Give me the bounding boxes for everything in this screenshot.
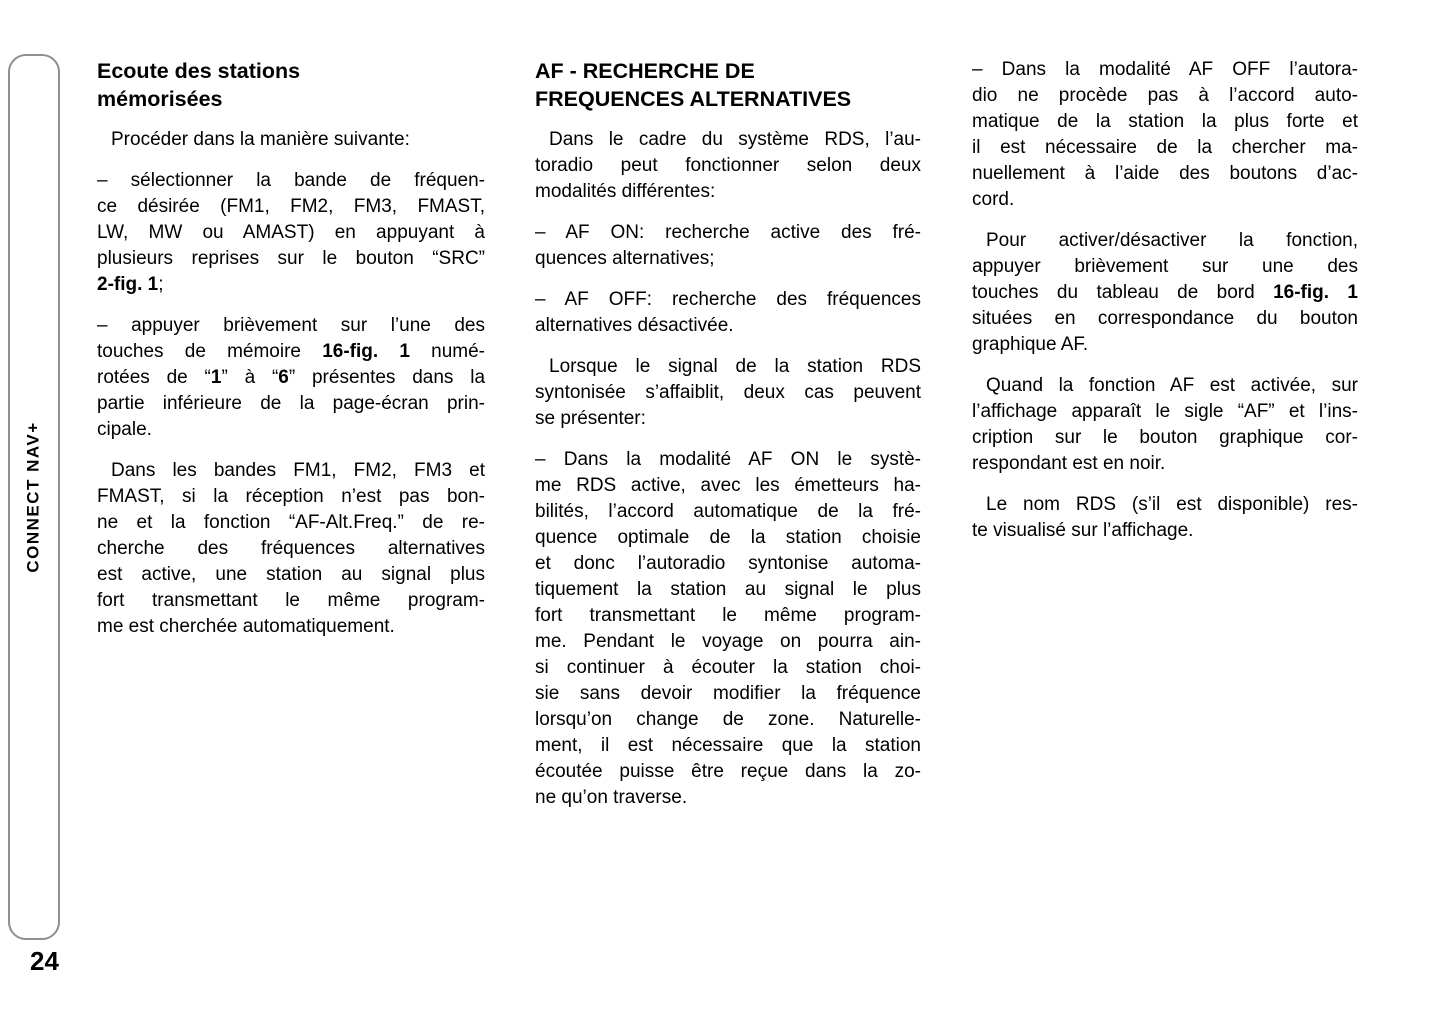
heading-line: Ecoute des stations: [97, 59, 301, 83]
text-line: lorsqu’on change de zone. Naturelle-: [535, 709, 921, 730]
text-line: cription sur le bouton graphique cor-: [972, 427, 1358, 448]
text-line: respondant est en noir.: [972, 453, 1166, 474]
text-line: graphique AF.: [972, 334, 1089, 355]
text-line: matique de la station la plus forte et: [972, 111, 1358, 132]
text-line: LW, MW ou AMAST) en appuyant à: [97, 222, 485, 243]
sidebar-frame: [8, 54, 60, 940]
heading-line: FREQUENCES ALTERNATIVES: [535, 87, 852, 111]
text-line: – sélectionner la bande de fréquen-: [97, 170, 485, 191]
text-line: il est nécessaire de la chercher ma-: [972, 137, 1358, 158]
text-line: Lorsque le signal de la station RDS: [549, 356, 921, 377]
text-line: modalités différentes:: [535, 181, 716, 202]
text-line: me RDS active, avec les émetteurs ha-: [535, 475, 921, 496]
text-line: l’affichage apparaît le sigle “AF” et l’ins-: [972, 401, 1358, 422]
column-left: [97, 57, 485, 640]
text-line: nuellement à l’aide des boutons d’ac-: [972, 163, 1358, 184]
text-line: quences alternatives;: [535, 248, 715, 269]
text-line: dio ne procède pas à l’accord auto-: [972, 85, 1358, 106]
paragraph: [535, 447, 921, 811]
paragraph: [535, 220, 921, 272]
sidebar-spine-label: CONNECT NAV+: [24, 421, 43, 573]
text-line: – Dans la modalité AF OFF l’autora-: [972, 59, 1358, 80]
text-line: Pour activer/désactiver la fonction,: [986, 230, 1358, 251]
text-line: Procéder dans la manière suivante:: [111, 129, 410, 150]
text-line: écoutée puisse être reçue dans la zo-: [535, 761, 921, 782]
text-line: quence optimale de la station choisie: [535, 527, 921, 548]
section-heading: [535, 57, 921, 113]
text-line: Dans le cadre du système RDS, l’au-: [549, 129, 921, 150]
text-line: tiquement la station au signal le plus: [535, 579, 921, 600]
column-right: [972, 57, 1358, 544]
heading-line: AF - RECHERCHE DE: [535, 59, 755, 83]
text-line: – Dans la modalité AF ON le systè-: [535, 449, 921, 470]
text-line: et donc l’autoradio syntonise automa-: [535, 553, 921, 574]
text-line: – AF OFF: recherche des fréquences: [535, 289, 921, 310]
paragraph: [535, 127, 921, 205]
text-line: appuyer brièvement sur une des: [972, 256, 1358, 277]
page-number: 24: [30, 946, 59, 976]
paragraph: [535, 354, 921, 432]
text-line: plusieurs reprises sur le bouton “SRC”: [97, 248, 485, 269]
text-line: toradio peut fonctionner selon deux: [535, 155, 921, 176]
text-line: se présenter:: [535, 408, 646, 429]
text-line: ne et la fonction “AF-Alt.Freq.” de re-: [97, 512, 485, 533]
text-line: – appuyer brièvement sur l’une des: [97, 315, 485, 336]
paragraph: [972, 492, 1358, 544]
paragraph: [97, 313, 485, 443]
text-line: bilités, l’accord automatique de la fré-: [535, 501, 921, 522]
text-line: situées en correspondance du bouton: [972, 308, 1358, 329]
text-line: 2-fig. 1;: [97, 274, 164, 295]
text-line: FMAST, si la réception n’est pas bon-: [97, 486, 485, 507]
paragraph: [972, 373, 1358, 477]
text-line: Dans les bandes FM1, FM2, FM3 et: [111, 460, 485, 481]
section-heading: [97, 57, 485, 113]
paragraph: [97, 127, 485, 153]
text-line: alternatives désactivée.: [535, 315, 734, 336]
paragraph: [972, 228, 1358, 358]
paragraph: [97, 458, 485, 640]
text-line: syntonisée s’affaiblit, deux cas peuvent: [535, 382, 921, 403]
text-line: Le nom RDS (s’il est disponible) res-: [986, 494, 1358, 515]
column-middle: [535, 57, 921, 811]
paragraph: [972, 57, 1358, 213]
text-line: fort transmettant le même program-: [535, 605, 921, 626]
text-line: est active, une station au signal plus: [97, 564, 485, 585]
text-line: rotées de “1” à “6” présentes dans la: [97, 367, 486, 388]
text-line: ment, il est nécessaire que la station: [535, 735, 921, 756]
text-line: fort transmettant le même program-: [97, 590, 485, 611]
text-line: ce désirée (FM1, FM2, FM3, FMAST,: [97, 196, 485, 217]
text-line: touches du tableau de bord 16-fig. 1: [972, 282, 1358, 303]
text-line: cipale.: [97, 419, 152, 440]
text-line: me. Pendant le voyage on pourra ain-: [535, 631, 921, 652]
text-line: Quand la fonction AF est activée, sur: [986, 375, 1358, 396]
text-line: partie inférieure de la page-écran prin-: [97, 393, 485, 414]
text-line: si continuer à écouter la station choi-: [535, 657, 921, 678]
text-line: touches de mémoire 16-fig. 1 numé-: [97, 341, 485, 362]
paragraph: [535, 287, 921, 339]
text-line: ne qu’on traverse.: [535, 787, 688, 808]
text-line: cord.: [972, 189, 1015, 210]
text-line: me est cherchée automatiquement.: [97, 616, 395, 637]
text-line: sie sans devoir modifier la fréquence: [535, 683, 921, 704]
heading-line: mémorisées: [97, 87, 223, 111]
paragraph: [97, 168, 485, 298]
text-line: cherche des fréquences alternatives: [97, 538, 485, 559]
text-line: – AF ON: recherche active des fré-: [535, 222, 921, 243]
text-line: te visualisé sur l’affichage.: [972, 520, 1194, 541]
